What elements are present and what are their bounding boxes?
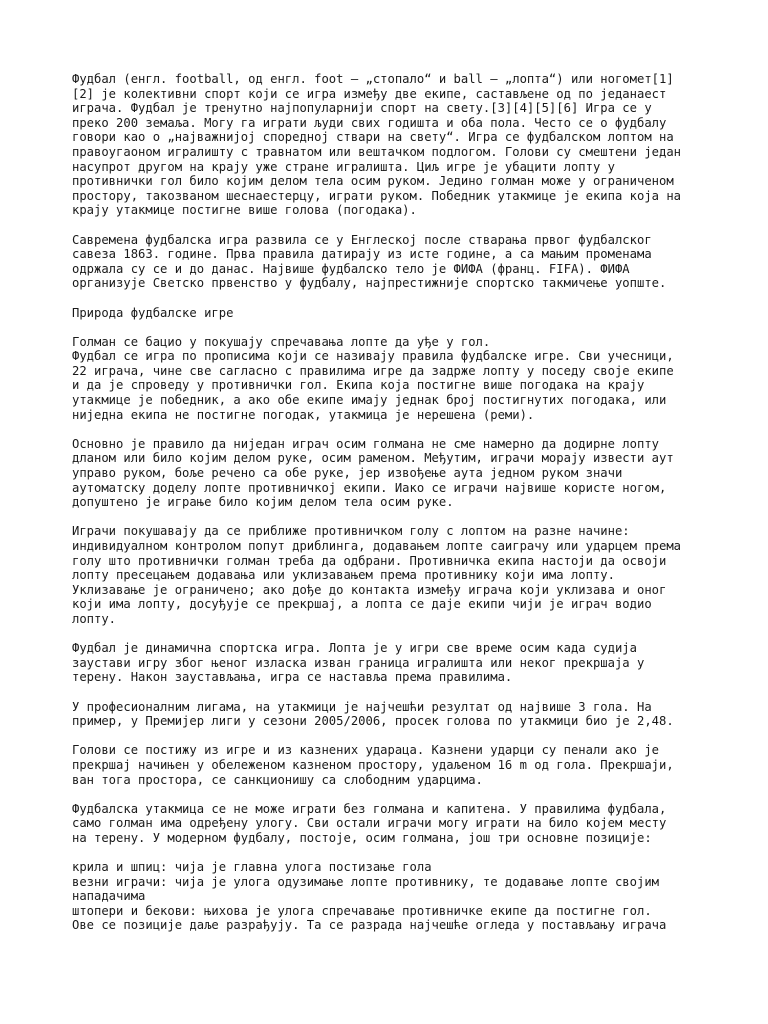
document-page	[72, 72, 702, 948]
text-line: Ове се позиције даље разрађују. Та се разрада најчешће огледа у постављању играча	[72, 918, 667, 933]
text-line: штопери и бекови: њихова је улога спречавање противничке екипе да постигне гол.	[72, 903, 652, 918]
text-line: одржала су се и до данас. Највише фудбалско тело је ФИФА (франц. FIFA). ФИФА	[72, 261, 630, 276]
dynamic-paragraph	[72, 641, 702, 685]
text-line: Фудбал се игра по прописима који се називају правила фудбалске игре. Сви учесници,	[72, 349, 674, 364]
text-line: голу што противнички голман треба да одбрани. Противничка екипа настоји да освоји	[72, 553, 667, 568]
text-line: ван тога простора, се санкционишу са слободним ударцима.	[72, 772, 483, 787]
positions-paragraph	[72, 802, 702, 846]
text-line: управо руком, боље речено са обе руке, јер извођење аута једном руком значи	[72, 466, 623, 481]
intro-paragraph	[72, 72, 702, 218]
text-line: савеза 1863. године. Прва правила датирају из исте године, а са мањим променама	[72, 247, 652, 262]
text-line: лопту.	[72, 611, 117, 626]
positions-list	[72, 860, 702, 933]
text-line: [2] је колективни спорт који се игра између две екипе, састављене од по једанаест	[72, 86, 667, 101]
text-line: организује Светско првенство у фудбалу, најпрестижније спортско такмичење уопште.	[72, 276, 667, 291]
text-line: само голман има одређену улогу. Сви остали играчи могу играти на било којем месту	[72, 816, 667, 831]
hands-paragraph	[72, 437, 702, 510]
text-line: заустави игру због њеног изласка изван граница игралишта или неког прекршаја у	[72, 655, 645, 670]
text-line: играча. Фудбал је тренутно најпопуларнији спорт на свету.[3][4][5][6] Игра се у	[72, 101, 652, 116]
text-line: Савремена фудбалска игра развила се у Енглеској после стварања првог фудбалског	[72, 232, 652, 247]
text-line: ниједна екипа не постигне погодак, утакмица је нерешена (реми).	[72, 407, 535, 422]
text-line: утакмице је победник, а ако обе екипе имају једнак број постигнутих погодака, или	[72, 393, 667, 408]
text-line: говори као о „најважнијој споредној ствари на свету“. Игра се фудбалском лоптом на	[72, 130, 674, 145]
section-heading	[72, 306, 702, 321]
text-line: крају утакмице постигне више голова (погодака).	[72, 203, 417, 218]
text-line: У професионалним лигама, на утакмици је најчешћи резултат од највише 3 гола. На	[72, 699, 652, 714]
tactics-paragraph	[72, 524, 702, 626]
text-line: Фудбалска утакмица се не може играти без голмана и капитена. У правилима фудбала,	[72, 801, 667, 816]
text-line: 22 играча, чине све сагласно с правилима игре да задрже лопту у поседу своје екипе	[72, 363, 674, 378]
goals-paragraph	[72, 743, 702, 787]
text-line: аутоматску доделу лопте противничкој екипи. Иако се играчи највише користе ногом,	[72, 480, 667, 495]
text-line: пример, у Премијер лиги у сезони 2005/2006, просек голова по утакмици био је 2,48.	[72, 714, 674, 729]
text-line: лопту пресецањем додавања или уклизавањем према противнику који има лопту.	[72, 568, 615, 583]
text-line: и да је спроведу у противнички гол. Екипа која постигне више погодака на крају	[72, 378, 645, 393]
text-line: правоугаоном игралишту с травнатом или вештачком подлогом. Голови су смештени један	[72, 144, 682, 159]
text-line: преко 200 земаља. Могу га играти људи свих годишта и оба пола. Често се о фудбалу	[72, 115, 667, 130]
text-line: прекршај начињен у обележеном казненом простору, удаљеном 16 m од гола. Прекршаји,	[72, 757, 674, 772]
text-line: на терену. У модерном фудбалу, постоје, осим голмана, још три основне позиције:	[72, 830, 652, 845]
scoring-paragraph	[72, 700, 702, 729]
text-line: Голови се постижу из игре и из казнених удараца. Казнени ударци су пенали ако је	[72, 743, 659, 758]
text-line: допуштено је играње било којим делом тела осим руке.	[72, 495, 454, 510]
rules-paragraph	[72, 335, 702, 423]
text-line: крила и шпиц: чија је главна улога постизање гола	[72, 860, 432, 875]
text-line: везни играчи: чија је улога одузимање лопте противнику, те додавање лопте својим	[72, 874, 659, 889]
text-line: насупрот другом на крају уже стране игралишта. Циљ игре је убацити лопту у	[72, 159, 615, 174]
text-line: Фудбал (енгл. football, од енгл. foot — „стопало“ и ball — „лопта“) или ногомет[1]	[72, 72, 674, 86]
text-line: Основно је правило да ниједан играч осим голмана не сме намерно да додирне лопту	[72, 436, 659, 451]
text-line: Природа фудбалске игре	[72, 305, 234, 320]
history-paragraph	[72, 233, 702, 291]
text-line: Фудбал је динамична спортска игра. Лопта је у игри све време осим када судија	[72, 641, 637, 656]
text-line: индивидуалном контролом попут дриблинга, додавањем лопте саиграчу или ударцем према	[72, 539, 682, 553]
text-line: простору, такозваном шеснаестерцу, играти руком. Победник утакмице је екипа која на	[72, 188, 682, 203]
text-line: противнички гол било којим делом тела осим руком. Једино голман може у ограниченом	[72, 174, 674, 189]
text-line: Голман се бацио у покушају спречавања лопте да уђе у гол.	[72, 334, 491, 349]
text-line: нападачима	[72, 889, 146, 904]
text-line: који има лопту, досуђује се прекршај, а лопта се даје екипи чији је играч водио	[72, 597, 652, 612]
text-line: Играчи покушавају да се приближе противничком голу с лоптом на разне начине:	[72, 524, 630, 539]
text-line: терену. Након заустављања, игра се наставља према правилима.	[72, 670, 513, 685]
text-line: Уклизавање је ограничено; ако дође до контакта између играча који уклизава и оног	[72, 582, 667, 597]
text-line: дланом или било којим делом руке, осим раменом. Међутим, играчи морају извести аут	[72, 451, 674, 466]
